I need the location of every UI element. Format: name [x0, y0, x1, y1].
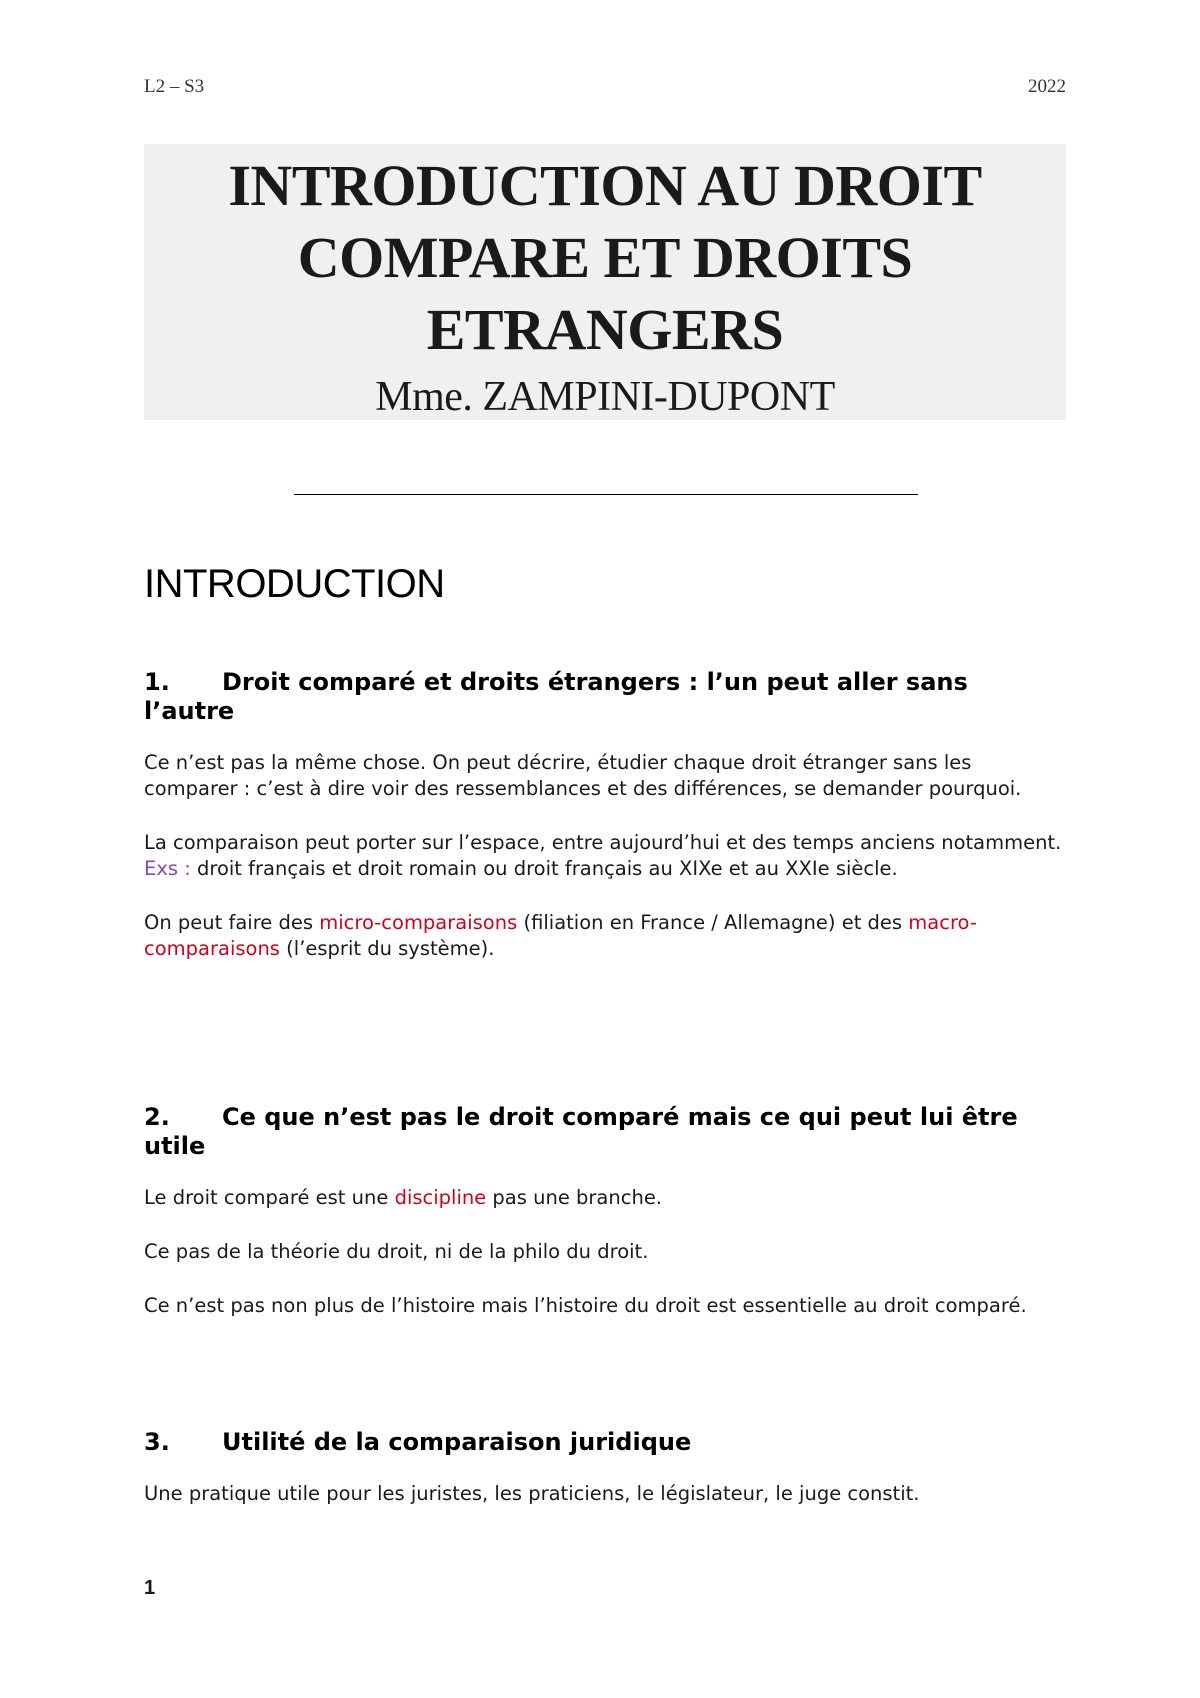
section-1-number: 1. [144, 668, 170, 696]
section-3-number: 3. [144, 1428, 170, 1456]
title-block [144, 144, 1066, 420]
section-2-paragraph-1 [144, 1185, 1064, 1211]
section-1-heading-line1: Droit comparé et droits étrangers : l’un peut aller sans [222, 668, 968, 696]
section-2 [144, 1103, 1064, 1347]
text-run: On peut faire des [144, 911, 320, 934]
page-number: 1 [144, 1577, 156, 1599]
section-1 [144, 668, 1064, 990]
section-2-number: 2. [144, 1103, 170, 1131]
text-run: pas une branche. [486, 1186, 663, 1209]
section-2-paragraph-3: Ce n’est pas non plus de l’histoire mais l’histoire du droit est essentielle au droit comparé. [144, 1294, 1027, 1317]
section-1-paragraph-3 [144, 910, 1064, 962]
section-1-paragraph-2 [144, 830, 1064, 882]
section-2-heading-line2: utile [144, 1132, 206, 1160]
section-3-paragraph-1: Une pratique utile pour les juristes, les praticiens, le législateur, le juge constit. [144, 1482, 920, 1505]
text-run: La comparaison peut porter sur l’espace, entre aujourd’hui et des temps anciens notamment. [144, 831, 1062, 854]
section-2-heading [144, 1103, 1064, 1161]
examples-highlight: Exs : [144, 857, 191, 880]
section-1-heading-line2: l’autre [144, 697, 235, 725]
title-line-1: INTRODUCTION AU DROIT [228, 153, 982, 218]
intro-heading: INTRODUCTION [144, 562, 445, 606]
discipline-highlight: discipline [394, 1186, 487, 1209]
micro-comparaisons-highlight: micro-comparaisons [319, 911, 518, 934]
section-3-heading [144, 1428, 1064, 1457]
author-name: Mme. ZAMPINI-DUPONT [375, 374, 835, 420]
text-run: (l’esprit du système). [279, 937, 495, 960]
title-line-3: ETRANGERS [426, 297, 784, 362]
text-run: droit français et droit romain ou droit français au XIXe et au XXIe siècle. [190, 857, 898, 880]
horizontal-divider [294, 494, 918, 495]
header-right: 2022 [1028, 76, 1066, 97]
section-3 [144, 1428, 1064, 1535]
section-1-paragraph-1: Ce n’est pas la même chose. On peut décrire, étudier chaque droit étranger sans les comparer : c’est à dire voir des ressemblances et des différences, se demander pourquoi. [144, 751, 1022, 800]
header-left: L2 – S3 [144, 76, 205, 97]
text-run: Le droit comparé est une [144, 1186, 395, 1209]
section-1-heading [144, 668, 1064, 726]
section-2-paragraph-2: Ce pas de la théorie du droit, ni de la philo du droit. [144, 1240, 649, 1263]
section-3-heading-text: Utilité de la comparaison juridique [222, 1428, 692, 1456]
macro-comparaisons-highlight: macro-comparaisons [144, 911, 977, 960]
section-2-heading-line1: Ce que n’est pas le droit comparé mais ce qui peut lui être [222, 1103, 1018, 1131]
text-run: (filiation en France / Allemagne) et des [517, 911, 909, 934]
title-line-2: COMPARE ET DROITS [297, 225, 913, 290]
